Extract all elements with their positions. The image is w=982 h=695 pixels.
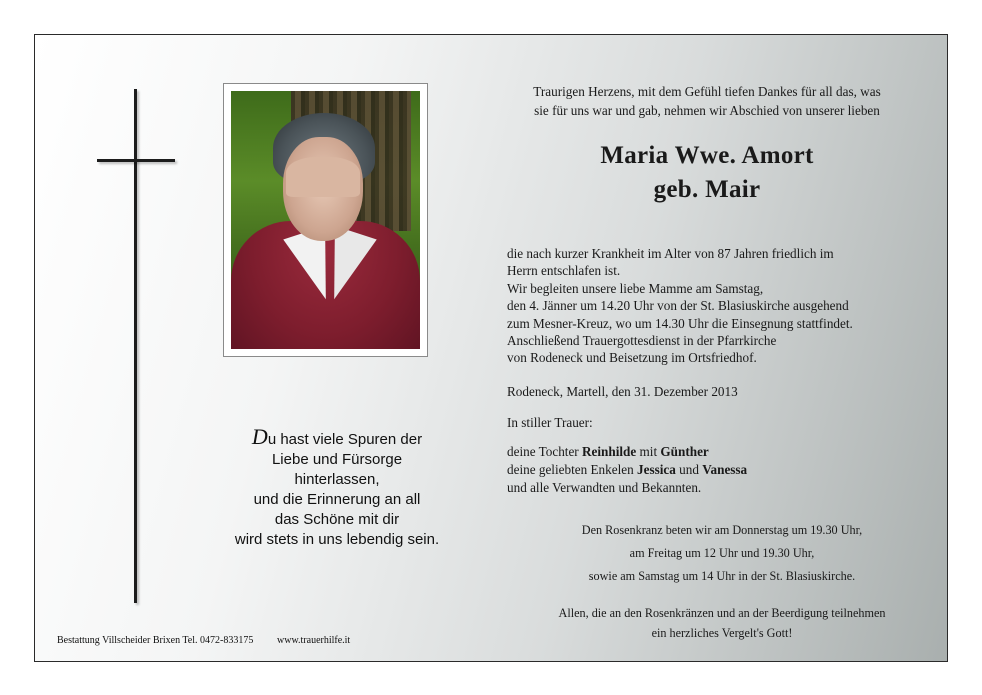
detail-line: Wir begleiten unsere liebe Mamme am Samstag, [507, 280, 764, 296]
intro-line: Traurigen Herzens, mit dem Gefühl tiefen Dankes für all das, was [533, 84, 881, 99]
detail-line: die nach kurzer Krankheit im Alter von 87 Jahren friedlich im [507, 246, 834, 261]
maiden-name: geb. Mair [653, 176, 761, 203]
verse-line: Liebe und Fürsorge [271, 451, 403, 468]
cross-icon [134, 89, 137, 603]
mourner-text: deine Tochter [507, 444, 582, 459]
mourning-label: In stiller Trauer: [507, 415, 593, 430]
mourner-name: Günther [660, 444, 709, 459]
mourner-line [507, 443, 917, 461]
memorial-verse [197, 424, 477, 550]
thanks-line: Allen, die an den Rosenkränzen und an der Beerdigung teilnehmen [558, 606, 886, 620]
cross-icon-bar [97, 159, 175, 162]
mourner-name: Vanessa [702, 461, 748, 477]
mourner-line [507, 461, 917, 479]
rosary-schedule [507, 519, 937, 588]
rosary-line: Den Rosenkranz beten wir am Donnerstag um 19.30 Uhr, [581, 523, 863, 537]
verse-line: das Schöne mit dir [274, 511, 400, 528]
verse-line: und die Erinnerung an all [253, 491, 421, 508]
detail-line: von Rodeneck und Beisetzung im Ortsfriedhof. [507, 350, 757, 366]
thanks-line: ein herzliches Vergelt's Gott! [651, 626, 793, 640]
undertaker-info: Bestattung Villscheider Brixen Tel. 0472-833175 [57, 635, 254, 646]
deceased-name: Maria Wwe. Amort [600, 142, 814, 169]
detail-line: zum Mesner-Kreuz, wo um 14.30 Uhr die Einsegnung stattfindet. [507, 315, 853, 331]
funeral-details [507, 245, 917, 367]
intro-text [507, 82, 907, 120]
mourner-line: und alle Verwandten und Bekannten. [507, 479, 702, 495]
detail-line: Herrn entschlafen ist. [507, 263, 621, 279]
portrait-photo [231, 91, 420, 349]
detail-line: Anschließend Trauergottesdienst in der Pfarrkirche [507, 333, 777, 349]
verse-initial: D [251, 424, 268, 449]
mourner-text: und [675, 461, 703, 477]
mourner-name: Jessica [637, 461, 676, 477]
mourners-list [507, 443, 917, 496]
verse-line: wird stets in uns lebendig sein. [234, 531, 440, 548]
portrait-frame [223, 83, 428, 357]
intro-line: sie für uns war und gab, nehmen wir Abschied von unserer lieben [534, 103, 880, 118]
obituary-card [34, 34, 948, 662]
thanks-note [507, 603, 937, 643]
deceased-name-block [507, 139, 907, 207]
rosary-line: am Freitag um 12 Uhr und 19.30 Uhr, [629, 546, 815, 560]
rosary-line: sowie am Samstag um 14 Uhr in der St. Blasiuskirche. [588, 569, 856, 583]
website-link[interactable]: www.trauerhilfe.it [277, 635, 351, 646]
verse-line: u hast viele Spuren der [267, 431, 423, 448]
detail-line: den 4. Jänner um 14.20 Uhr von der St. Blasiuskirche ausgehend [507, 298, 849, 314]
place-date: Rodeneck, Martell, den 31. Dezember 2013 [507, 384, 738, 399]
mourner-text: mit [636, 444, 661, 459]
mourner-name: Reinhilde [582, 444, 637, 459]
mourner-text: deine geliebten Enkelen [507, 461, 637, 477]
verse-line: hinterlassen, [294, 471, 380, 488]
